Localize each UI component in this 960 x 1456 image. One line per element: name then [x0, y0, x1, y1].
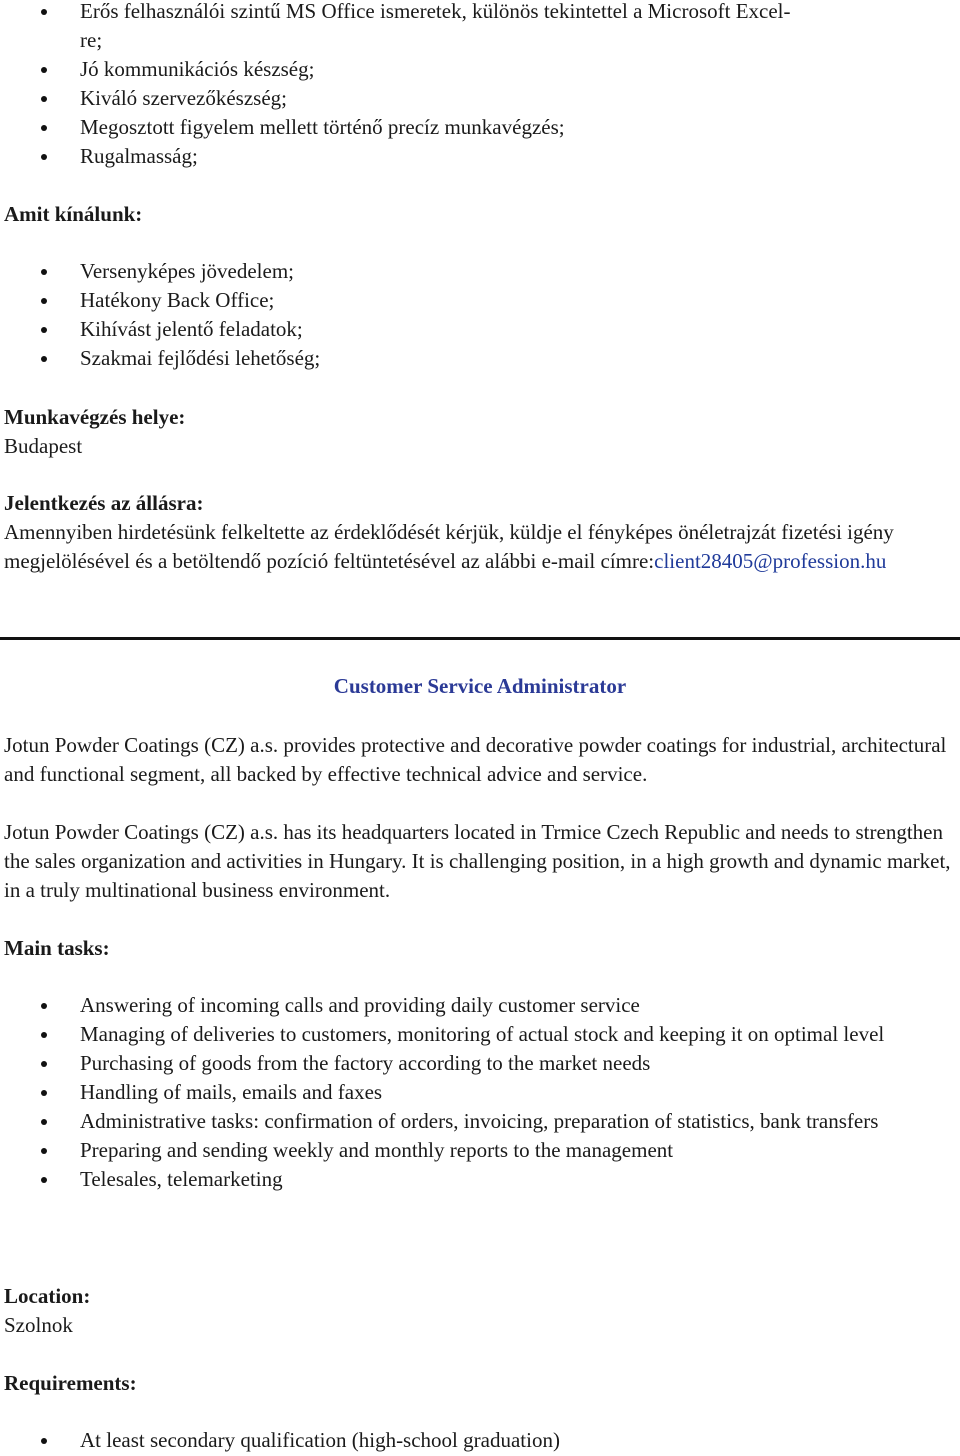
list-item: Administrative tasks: confirmation of orders, invoicing, preparation of statistics, bank transfers	[0, 1107, 956, 1136]
list-item: Purchasing of goods from the factory according to the market needs	[0, 1049, 956, 1078]
list-item: Rugalmasság;	[0, 142, 956, 171]
requirements-list	[0, 1426, 956, 1455]
list-item: Handling of mails, emails and faxes	[0, 1078, 956, 1107]
workplace-value: Budapest	[4, 434, 83, 458]
hu-requirements-list-cont	[0, 55, 956, 171]
list-item: Jó kommunikációs készség;	[0, 55, 956, 84]
list-item: Szakmai fejlődési lehetőség;	[0, 344, 956, 373]
company-intro-paragraph: Jotun Powder Coatings (CZ) a.s. provides protective and decorative powder coatings for industrial, architectural and functional segment, all backed by effective technical advice and service.	[4, 733, 947, 786]
list-item: Managing of deliveries to customers, monitoring of actual stock and keeping it on optimal level	[0, 1020, 956, 1049]
list-item: Kihívást jelentő feladatok;	[0, 315, 956, 344]
job-title: Customer Service Administrator	[333, 674, 627, 698]
list-item: At least secondary qualification (high-school graduation)	[0, 1426, 956, 1455]
apply-heading: Jelentkezés az állásra:	[4, 491, 204, 515]
section-divider	[0, 637, 960, 640]
hu-requirements-list	[0, 0, 956, 26]
list-item: Telesales, telemarketing	[0, 1165, 956, 1194]
apply-text: Amennyiben hirdetésünk felkeltette az érdeklődését kérjük, küldje el fényképes önéletrajzát fizetési igény megjelölésével és a betöltendő pozíció feltüntetésével az alábbi e-mail címre:client28405@profession.hu	[4, 520, 894, 573]
main-tasks-list	[0, 991, 956, 1194]
list-item-continuation: re;	[80, 28, 103, 52]
list-item: Erős felhasználói szintű MS Office ismeretek, különös tekintettel a Microsoft Excel-	[0, 0, 956, 26]
offer-list	[0, 257, 956, 373]
location-value: Szolnok	[4, 1313, 73, 1337]
company-hq-paragraph: Jotun Powder Coatings (CZ) a.s. has its headquarters located in Trmice Czech Republic and needs to strengthen the sales organization and activities in Hungary. It is challenging position, in a high growth and dynamic market, in a truly multinational business environment.	[4, 820, 951, 902]
list-item: Hatékony Back Office;	[0, 286, 956, 315]
list-item: Megosztott figyelem mellett történő precíz munkavégzés;	[0, 113, 956, 142]
main-tasks-heading: Main tasks:	[4, 936, 110, 960]
offer-heading: Amit kínálunk:	[4, 202, 143, 226]
workplace-heading: Munkavégzés helye:	[4, 405, 186, 429]
email-link[interactable]: client28405@profession.hu	[654, 549, 887, 573]
list-item: Preparing and sending weekly and monthly reports to the management	[0, 1136, 956, 1165]
list-item: Versenyképes jövedelem;	[0, 257, 956, 286]
location-heading: Location:	[4, 1284, 91, 1308]
requirements-heading: Requirements:	[4, 1371, 137, 1395]
list-item: Answering of incoming calls and providing daily customer service	[0, 991, 956, 1020]
list-item: Kiváló szervezőkészség;	[0, 84, 956, 113]
